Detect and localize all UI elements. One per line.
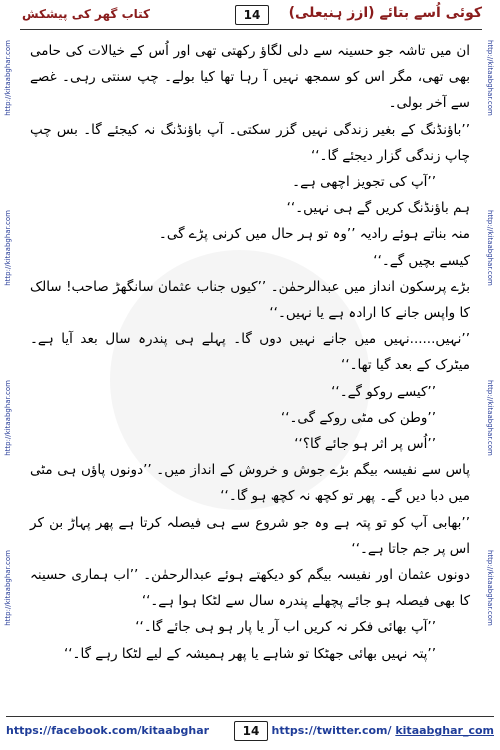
header-divider xyxy=(20,29,482,30)
twitter-link[interactable]: https://twitter.com/ xyxy=(271,724,392,737)
facebook-link[interactable]: https://facebook.com/kitaabghar xyxy=(6,724,210,737)
side-url[interactable]: http://kitaabghar.com xyxy=(486,210,494,286)
paragraph: ’’نہیں......نہیں میں جانے نہیں دوں گا۔ پہلے ہی پندرہ سال بعد آیا ہے۔ میٹرک کے بعد گیا تھا۔‘‘ xyxy=(30,331,470,374)
footer-divider xyxy=(6,716,494,717)
paragraph: ’’اُس پر اثر ہو جائے گا؟‘‘ xyxy=(294,436,436,453)
page-footer xyxy=(6,719,494,745)
paragraph: ’’بھابی آپ کو تو پتہ ہے وہ جو شروع سے ہی فیصلہ کرتا ہے پھر پہاڑ بن کر اس پر جم جاتا ہے۔‘‘ xyxy=(30,514,470,557)
paragraph: پاس سے نفیسہ بیگم بڑے جوش و خروش کے انداز میں۔ ’’دونوں پاؤں ہی مٹی میں دبا دیں گے۔ پھر تو کچھ نہ کچھ ہو گا۔‘‘ xyxy=(30,462,470,505)
paragraph: ’’کیسے روکو گے۔‘‘ xyxy=(331,383,436,400)
left-url-strip xyxy=(2,40,16,720)
footer-right xyxy=(272,724,494,737)
paragraph: ان میں تاشہ جو حسینہ سے دلی لگاؤ رکھتی تھی اور اُس کے خیالات کی حامی بھی تھی، مگر اس کو سمجھ نہیں آ رہا تھا کیا بولے۔ چپ سنتی رہی۔ غصے سے آخر بولی۔ xyxy=(30,43,470,112)
page-number-top: 14 xyxy=(235,5,269,25)
paragraph: ’’آپ بھائی فکر نہ کریں اب آر یا پار ہو ہی جائے گا۔‘‘ xyxy=(135,619,436,636)
right-url-strip xyxy=(484,40,498,720)
paragraph: ’’وطن کی مٹی روکے گی۔‘‘ xyxy=(280,409,436,426)
page-body xyxy=(30,38,470,678)
paragraph: بڑے پرسکون انداز میں عبدالرحمٰن۔ ’’کیوں جناب عثمان سانگھڑ صاحب! سالک کا واپس جانے کا ارادہ ہے یا نہیں۔‘‘ xyxy=(30,278,470,322)
paragraph: کیسے بچیں گے۔‘‘ xyxy=(373,252,470,269)
paragraph: ’’پتہ نہیں بھائی جھٹکا تو شاہے یا پھر ہمیشہ کے لیے لٹکا رہے گا۔‘‘ xyxy=(63,645,436,662)
side-url[interactable]: http://kitaabghar.com xyxy=(4,210,12,286)
side-url[interactable]: http://kitaabghar.com xyxy=(486,40,494,116)
paragraph: دونوں عثمان اور نفیسہ بیگم کو دیکھتے ہوئے عبدالرحمٰن۔ ’’اب ہماری حسینہ کا بھی فیصلہ ہو جائے پچھلے پندرہ سال سے لٹکا ہوا ہے۔‘‘ xyxy=(30,567,470,610)
site-handle[interactable]: kitaabghar_com xyxy=(395,724,494,737)
side-url[interactable]: http://kitaabghar.com xyxy=(486,550,494,626)
book-title: کوئی اُسے بتائے (ازز ہنیعلی) xyxy=(288,5,482,21)
side-url[interactable]: http://kitaabghar.com xyxy=(486,380,494,456)
publisher-title: کتاب گھر کی پیشکش xyxy=(22,7,151,21)
paragraph: ہم باؤنڈنگ کریں گے ہی نہیں۔‘‘ xyxy=(286,200,470,217)
side-url[interactable]: http://kitaabghar.com xyxy=(4,380,12,456)
side-url[interactable]: http://kitaabghar.com xyxy=(4,550,12,626)
side-url[interactable]: http://kitaabghar.com xyxy=(4,40,12,116)
paragraph: منہ بناتے ہوئے رادیہ ’’وہ تو ہر حال میں کرنی پڑے گی۔ xyxy=(158,226,470,243)
paragraph: ’’آپ کی تجویز اچھی ہے۔ xyxy=(292,174,436,191)
page-number-bottom: 14 xyxy=(234,721,268,741)
paragraph: ’’باؤنڈنگ کے بغیر زندگی نہیں گزر سکتی۔ آپ باؤنڈنگ نہ کیجئے گا۔ بس چپ چاپ زندگی گزار دیجئے گا۔‘‘ xyxy=(30,121,470,164)
